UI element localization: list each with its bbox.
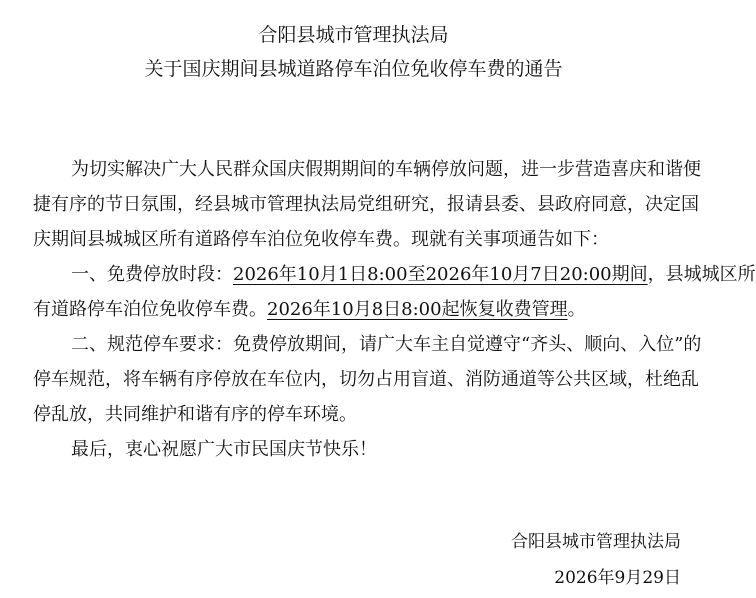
signature-issuer: 合阳县城市管理执法局 (511, 532, 681, 552)
paragraph-intro-line-1: 为切实解决广大人民群众国庆假期期间的车辆停放问题，进一步营造喜庆和谐便 (71, 159, 701, 180)
paragraph-parking-rules-line-2: 停车规范，将车辆有序停放在车位内，切勿占用盲道、消防通道等公共区域，杜绝乱 (33, 369, 699, 390)
resume-charging-date: 2026年10月8日8:00起恢复收费管理 (267, 299, 568, 320)
free-period-text: 有道路停车泊位免收停车费。 (33, 299, 267, 320)
paragraph-intro-line-2: 捷有序的节日氛围，经县城市管理执法局党组研究，报请县委、县政府同意，决定国 (33, 194, 699, 215)
free-period-dates: 2026年10月1日8:00至2026年10月7日20:00期间 (233, 264, 648, 285)
free-period-label: 一、免费停放时段： (71, 264, 233, 285)
paragraph-parking-rules-line-3: 停乱放，共同维护和谐有序的停车环境。 (33, 404, 357, 425)
notice-title: 关于国庆期间县城道路停车泊位免收停车费的通告 (144, 58, 563, 80)
free-period-suffix: ，县城城区所 (647, 264, 756, 285)
paragraph-free-period-line-1 (33, 257, 756, 292)
paragraph-closing: 最后，衷心祝愿广大市民国庆节快乐！ (71, 439, 377, 460)
paragraph-parking-rules-line-1: 二、规范停车要求：免费停放期间，请广大车主自觉遵守“齐头、顺向、入位”的 (71, 334, 702, 355)
free-period-end: 。 (567, 299, 586, 320)
signature-date: 2026年9月29日 (554, 568, 681, 588)
issuer-title: 合阳县城市管理执法局 (258, 24, 449, 46)
notice-body (33, 152, 756, 467)
paragraph-intro-line-3: 庆期间县城城区所有道路停车泊位免收停车费。现就有关事项通告如下： (33, 229, 609, 250)
paragraph-free-period-line-2 (33, 292, 683, 327)
